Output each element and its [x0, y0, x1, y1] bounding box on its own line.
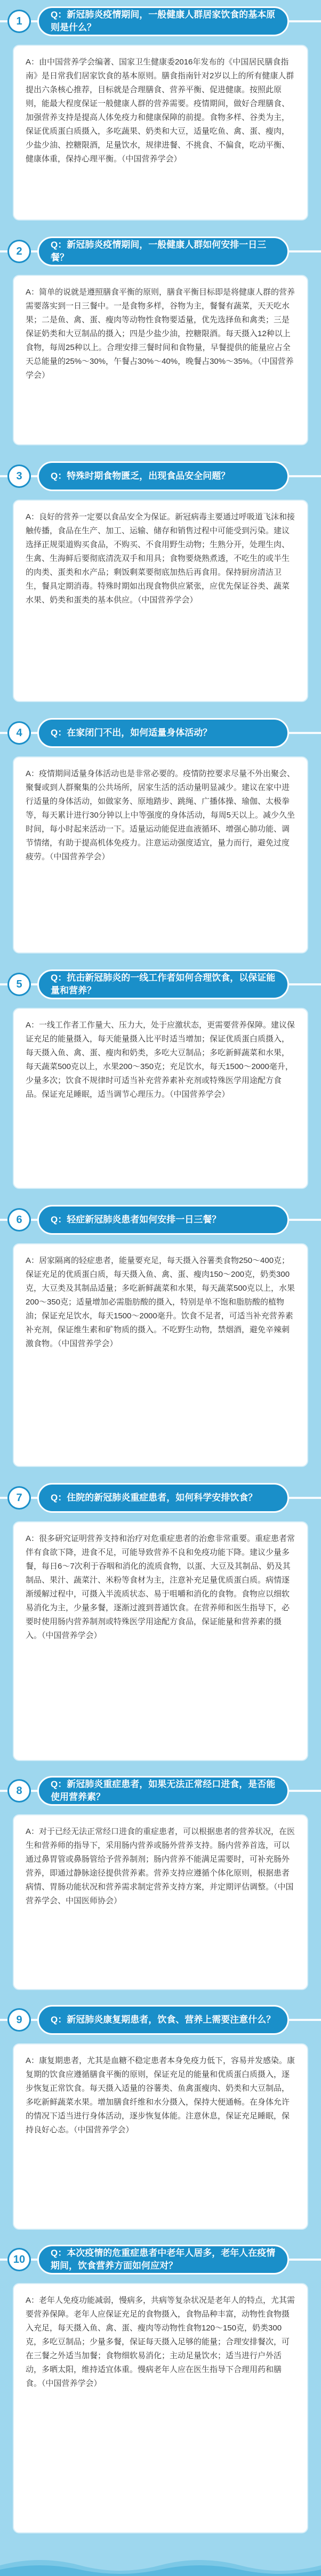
answer-text: A：由中国营养学会编著、国家卫生健康委2016年发布的《中国居民膳食指南》是日常我们居家饮食的基本原则。膳食指南针对2岁以上的所有健康人群提出六条核心推荐，目标就是合理膳食、营养平衡、促进健康。按照此原则，能最大程度保证一般健康人群的营养需要。疫情期间，做好合理膳食、加强营养支持是提高人体免疫力和健康保障的前提。食物多样、谷类为主，保证优质蛋白质摄入，多吃蔬果、奶类和大豆，适量吃鱼、禽、蛋、瘦肉，少盐少油、控糖限酒，足量饮水，规律进餐、不挑食、不偏食，吃动平衡、健康体重，保持心理平衡。（中国营养学会）	[26, 58, 294, 164]
question-number-badge	[7, 973, 31, 996]
question-pill	[37, 237, 289, 266]
question-banner	[0, 2243, 321, 2277]
question-banner	[0, 716, 321, 750]
question-banner	[0, 967, 321, 1001]
question-number: 2	[16, 245, 22, 257]
question-text: Q：新冠肺炎康复期患者，饮食、营养上需要注意什么？	[51, 2015, 276, 2025]
question-text: Q：住院的新冠肺炎重症患者，如何科学安排饮食？	[51, 1493, 258, 1503]
question-number: 10	[13, 2253, 26, 2265]
question-number-badge	[7, 240, 31, 263]
question-pill	[37, 6, 289, 36]
answer-text: A：良好的营养一定要以食品安全为保证。新冠病毒主要通过呼吸道飞沫和接触传播，食品在生产、加工、运输、储存和销售过程中可能受到污染。建议选择正规渠道购买食品，不购买、不食用野生动物；生熟分开，处理生肉、生禽、生海鲜后要彻底清洗双手和用具；食物要烧熟煮透，不吃生的或半生的肉类、蛋类和水产品；剩饭剩菜要彻底加热后再食用。保持厨房清洁卫生，餐具定期消毒。特殊时期如出现食物供应紧张，应优先保证谷类、蔬菜水果、奶类和蛋类的基本供应。（中国营养学会）	[26, 512, 295, 605]
question-pill	[37, 461, 289, 491]
answer-card	[13, 500, 308, 702]
question-number: 3	[16, 470, 22, 482]
question-banner	[0, 234, 321, 268]
question-number-badge	[7, 1208, 31, 1232]
question-text: Q：特殊时期食物匮乏，出现食品安全问题？	[51, 471, 230, 481]
question-number: 7	[16, 1491, 22, 1504]
wave-decoration	[0, 2555, 321, 2576]
question-banner	[0, 2003, 321, 2037]
question-text: Q：在家闭门不出，如何适量身体活动？	[51, 728, 212, 738]
question-pill	[37, 1776, 289, 1806]
question-banner	[0, 1774, 321, 1808]
question-pill	[37, 969, 289, 999]
answer-card	[13, 756, 308, 953]
question-text: Q：新冠肺炎疫情期间，一般健康人群居家饮食的基本原则是什么？	[51, 10, 276, 32]
answer-text: A：老年人免疫功能减弱，慢病多，共病等复杂状况是老年人的特点，尤其需要营养保障。老年人应保证充足的食物摄入，食物品种丰富，动物性食物摄入充足，每天摄入鱼、禽、蛋、瘦肉等动物性食物120～150克，奶类300克，多吃豆制品；少量多餐，保证每天摄入足够的能量；合理安排餐次，可在三餐之外适当加餐；食物细软易消化；主动足量饮水；适当进行户外活动，多晒太阳，维持适宜体重。慢病老年人应在医生指导下合理用药和膳食。（中国营养学会）	[26, 2296, 295, 2388]
question-number: 5	[16, 978, 22, 990]
answer-card	[13, 45, 308, 221]
question-text: Q：抗击新冠肺炎的一线工作者如何合理饮食，以保证能量和营养？	[51, 973, 276, 996]
question-number: 8	[16, 1784, 22, 1797]
question-pill	[37, 1205, 289, 1235]
question-number-badge	[7, 1486, 31, 1510]
question-number-badge	[7, 2248, 31, 2271]
question-banner	[0, 459, 321, 493]
answer-text: A：康复期患者，尤其是血糖不稳定患者本身免疫力低下，容易并发感染。康复期的饮食应遵循膳食平衡的原则，保证充足的能量和优质蛋白质摄入，逐步恢复正常饮食。每天摄入适量的谷薯类、鱼禽蛋瘦肉、奶类和大豆制品，多吃新鲜蔬菜水果。增加膳食纤维和水分摄入，保持大便通畅。在身体允许的情况下适当进行身体活动，逐步恢复体能。注意休息，保证充足睡眠，保持良好心态。（中国营养学会）	[26, 2056, 295, 2134]
answer-text: A：疫情期间适量身体活动也是非常必要的。疫情防控要求尽量不外出聚会、聚餐或到人群聚集的公共场所，居家生活的活动量明显减少。建议在家中进行适量的身体活动，如做家务、原地踏步、跳绳、广播体操、瑜伽、太极拳等，每天累计进行30分钟以上中等强度的身体活动，每周5天以上。减少久坐时间，每小时起来活动一下。适量运动能促进血液循环、增强心肺功能、调节情绪，有助于提高机体免疫力。注意运动强度适宜，量力而行，避免过度疲劳。（中国营养学会）	[26, 769, 295, 861]
question-pill	[37, 2005, 289, 2035]
answer-card	[13, 1008, 308, 1189]
question-number-badge	[7, 721, 31, 745]
question-number-badge	[7, 2008, 31, 2032]
answer-card	[13, 275, 308, 445]
question-pill	[37, 2245, 289, 2275]
question-number: 1	[16, 15, 22, 27]
question-pill	[37, 1483, 289, 1513]
answer-text: A：居家隔离的轻症患者，能量要充足，每天摄入谷薯类食物250～400克；保证充足的优质蛋白质，每天摄入鱼、禽、蛋、瘦肉150～200克，奶类300克，大豆类及其制品适量；多吃新鲜蔬菜和水果，每天蔬菜500克以上，水果200～350克；适量增加必需脂肪酸的摄入，特别是单不饱和脂肪酸的植物油；保证充足饮水，每天1500～2000毫升。饮食不足者，可适当补充营养素补充剂，保证维生素和矿物质的摄入。不吃野生动物，禁烟酒，避免辛辣刺激食物。（中国营养学会）	[26, 1256, 295, 1348]
question-text: Q：新冠肺炎重症患者，如果无法正常经口进食，是否能使用营养素？	[51, 1779, 276, 1802]
answer-text: A：很多研究证明营养支持和治疗对危重症患者的治愈非常重要。重症患者常伴有食欲下降，进食不足，可能导致营养不良和免疫功能下降。建议少量多餐，每日6～7次利于吞咽和消化的流质食物，以蛋、大豆及其制品、奶及其制品、果汁、蔬菜汁、米粉等食材为主，注意补充足量优质蛋白质。病情逐渐缓解过程中，可摄入半流质状态、易于咀嚼和消化的食物。食物应以细软易消化为主，少量多餐，逐渐过渡到普通饮食。在营养师和医生指导下，必要时使用肠内营养制剂或特殊医学用途配方食品，保证能量和营养素的摄入。（中国营养学会）	[26, 1534, 295, 1640]
question-pill	[37, 718, 289, 748]
question-number: 4	[16, 727, 22, 739]
answer-text: A：简单的说就是遵照膳食平衡的原则，膳食平衡目标即是将健康人群的营养需要落实到一日三餐中。一是食物多样，谷物为主，餐餐有蔬菜，天天吃水果；二是鱼、禽、蛋、瘦肉等动物性食物要适量，优先选择鱼和禽类；三是保证奶类和大豆制品的摄入；四是少盐少油，控糖限酒。每天摄入12种以上食物，每周25种以上。合理安排三餐时间和食物量，早餐提供的能量应占全天总能量的25%～30%，午餐占30%～40%，晚餐占30%～35%。（中国营养学会）	[26, 288, 295, 380]
question-number-badge	[7, 1779, 31, 1803]
answer-card	[13, 1521, 308, 1761]
answer-card	[13, 2043, 308, 2230]
question-number: 9	[16, 2013, 22, 2026]
answer-text: A：一线工作者工作量大、压力大，处于应激状态，更需要营养保障。建议保证充足的能量摄入，每天能量摄入比平时适当增加；保证优质蛋白质摄入，每天摄入鱼、禽、蛋、瘦肉和奶类，多吃大豆制品；多吃新鲜蔬菜和水果，每天蔬菜500克以上，水果200～350克；充足饮水，每天1500～2000毫升，少量多次；饮食不规律时可适当补充营养素补充剂或特殊医学用途配方食品。保证充足睡眠，适当调节心理压力。（中国营养学会）	[26, 1021, 295, 1099]
answer-card	[13, 1243, 308, 1467]
footer-wave	[0, 2555, 321, 2576]
question-text: Q：本次疫情的危重症患者中老年人居多，老年人在疫情期间，饮食营养方面如何应对？	[51, 2248, 276, 2271]
question-number-badge	[7, 464, 31, 488]
question-number-badge	[7, 10, 31, 33]
question-banner	[0, 1481, 321, 1515]
question-text: Q：新冠肺炎疫情期间，一般健康人群如何安排一日三餐？	[51, 240, 267, 263]
answer-card	[13, 2283, 308, 2533]
question-text: Q：轻症新冠肺炎患者如何安排一日三餐？	[51, 1214, 221, 1225]
question-banner	[0, 4, 321, 38]
answer-card	[13, 1814, 308, 1990]
answer-text: A：对于已经无法正常经口进食的重症患者，可以根据患者的营养状况，在医生和营养师的指导下，采用肠内营养或肠外营养支持。肠内营养首选，可以通过鼻胃管或鼻肠管给予营养制剂；肠内营养不能满足需要时，可补充肠外营养，即通过静脉途径提供营养素。营养支持应遵循个体化原则，根据患者病情、胃肠功能状况和营养需求制定营养支持方案，并定期评估调整。（中国营养学会、中国医师协会）	[26, 1827, 295, 1905]
question-number: 6	[16, 1213, 22, 1226]
question-banner	[0, 1203, 321, 1237]
